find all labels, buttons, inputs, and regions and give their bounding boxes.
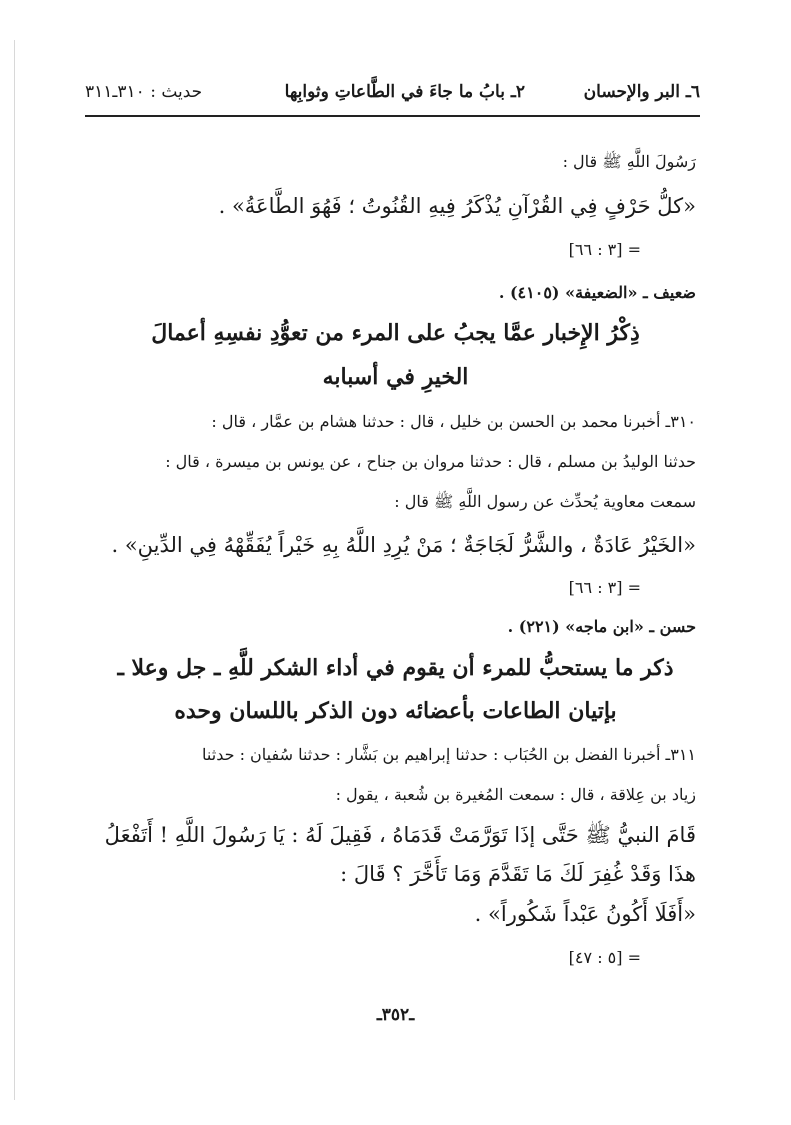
chapter-title: الخيرِ في أسبابه — [322, 364, 469, 390]
isnad-line: زياد بن عِلاقة ، قال : سمعت المُغيرة بن شُعبة ، يقول : — [335, 785, 696, 804]
hadith-text: «الخَيْرُ عَادَةٌ ، والشَّرُّ لَجَاجَةٌ ؛ مَنْ يُرِدِ اللَّهُ بِهِ خَيْراً يُفَقِّهْهُ فِي الدِّينِ» . — [111, 533, 696, 557]
hadith-grade: حسن ـ «ابن ماجه» (٢٢١) . — [507, 617, 696, 636]
hadith-text: «أَفَلَا أَكُونُ عَبْداً شَكُوراً» . — [474, 902, 696, 926]
chapter-title: ذكر ما يستحبُّ للمرء أن يقوم في أداء الشكر للَّهِ ـ جل وعلا ـ — [117, 655, 674, 681]
isnad-line: ٣١٠ـ أخبرنا محمد بن الحسن بن خليل ، قال : حدثنا هشام بن عمَّار ، قال : — [211, 412, 696, 431]
text-line: رَسُولَ اللَّهِ ﷺ قال : — [562, 152, 696, 171]
cross-reference: = [٣ : ٦٦] — [568, 240, 641, 259]
chapter-title: بإتيان الطاعات بأعضائه دون الذكر باللسان وحده — [174, 698, 617, 724]
header-chapter: ٦ـ البر والإحسان — [583, 82, 700, 102]
hadith-text: «كلُّ حَرْفٍ فِي القُرْآنِ يُذْكَرُ فِيهِ القُنُوتُ ؛ فَهُوَ الطَّاعَةُ» . — [218, 194, 696, 218]
cross-reference: = [٣ : ٦٦] — [568, 578, 641, 597]
header-hadith-range: حديث : ٣١٠ـ٣١١ — [85, 82, 203, 102]
header-section: ٢ـ بابُ ما جاءَ في الطَّاعاتِ وثوابِها — [284, 82, 525, 102]
running-header — [85, 82, 700, 110]
chapter-title: ذِكْرُ الإِخبار عمَّا يجبُ على المرء من تعوُّدِ نفسِهِ أعمالَ — [151, 320, 640, 346]
isnad-line: ٣١١ـ أخبرنا الفضل بن الحُبَاب : حدثنا إبراهيم بن بَشَّار : حدثنا سُفيان : حدثنا — [202, 745, 696, 764]
header-rule — [85, 115, 700, 117]
isnad-line: حدثنا الوليدُ بن مسلم ، قال : حدثنا مروان بن جناح ، عن يونس بن ميسرة ، قال : — [165, 452, 696, 471]
binding-edge-line — [14, 40, 15, 1100]
hadith-text: قَامَ النبيُّ ﷺ حَتَّى إذَا تَوَرَّمَتْ قَدَمَاهُ ، فَقِيلَ لَهُ : يَا رَسُولَ اللَّهِ ! أَتَفْعَلُ — [104, 823, 696, 847]
page-number: ـ٣٥٢ـ — [376, 1005, 415, 1025]
hadith-grade: ضعيف ـ «الضعيفة» (٤١٠٥) . — [498, 283, 696, 302]
isnad-line: سمعت معاوية يُحدِّث عن رسول اللَّهِ ﷺ قال : — [394, 492, 696, 511]
cross-reference: = [٥ : ٤٧] — [568, 948, 641, 967]
hadith-text: هذَا وَقَدْ غُفِرَ لَكَ مَا تَقَدَّمَ وَمَا تَأَخَّرَ ؟ قَالَ : — [340, 862, 696, 886]
